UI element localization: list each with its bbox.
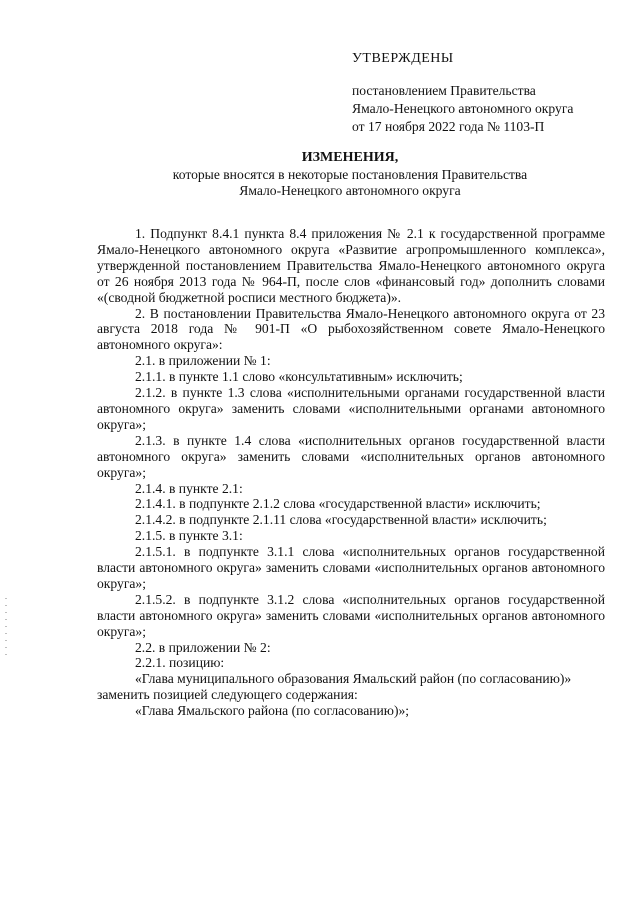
document-title — [96, 150, 604, 200]
paragraph: 2.1.1. в пункте 1.1 слово «консультативным» исключить; — [135, 369, 463, 385]
paragraph: 2.1.5.2. в подпункте 3.1.2 слова «исполнительных органов государственной власти автономного округа» заменить словами «исполнительных органов автономного округа»; — [97, 591, 605, 639]
approval-heading: УТВЕРЖДЕНЫ — [352, 51, 454, 66]
title-line: Ямало-Ненецкого автономного округа — [239, 183, 461, 198]
binding-margin-marks — [5, 598, 7, 660]
paragraph: 2.2.1. позицию: — [135, 655, 225, 671]
paragraph: 2.1.4.2. в подпункте 2.1.11 слова «государственной власти» исключить; — [135, 512, 547, 528]
document-body — [97, 226, 605, 719]
paragraph: 2.1. в приложении № 1: — [135, 353, 271, 369]
paragraph: 2. В постановлении Правительства Ямало-Ненецкого автономного округа от 23 августа 2018 года № 901-П «О рыбохозяйственном совете Ямало-Ненецкого автономного округа»: — [97, 305, 605, 353]
paragraph: 1. Подпункт 8.4.1 пункта 8.4 приложения № 2.1 к государственной программе Ямало-Ненецкого автономного округа «Развитие агропромышленного комплекса», утвержденной постановлением Правительства Ямало-Ненецкого автономного округа от 26 ноября 2013 года № 964-П, после слов «финансовый год» дополнить словами «(сводной бюджетной росписи местного бюджета)». — [97, 226, 605, 305]
quoted-position-new: «Глава Ямальского района (по согласованию)»; — [135, 703, 410, 719]
paragraph: 2.2. в приложении № 2: — [135, 639, 271, 655]
title-line: которые вносятся в некоторые постановления Правительства — [172, 166, 528, 182]
quoted-position-old: «Глава муниципального образования Ямальский район (по согласованию)» — [135, 671, 572, 687]
title-heading: ИЗМЕНЕНИЯ, — [301, 150, 399, 165]
paragraph: 2.1.5.1. в подпункте 3.1.1 слова «исполнительных органов государственной власти автономного округа» заменить словами «исполнительных органов автономного округа»; — [97, 544, 605, 591]
paragraph: 2.1.2. в пункте 1.3 слова «исполнительными органами государственной власти автономного округа» заменить словами «исполнительными органами автономного округа»; — [97, 385, 605, 432]
paragraph: 2.1.3. в пункте 1.4 слова «исполнительных органов государственной власти автономного округа» заменить словами «исполнительных органов автономного округа»; — [97, 432, 605, 480]
paragraph: заменить позицией следующего содержания: — [97, 687, 358, 703]
paragraph: 2.1.4.1. в подпункте 2.1.2 слова «государственной власти» исключить; — [135, 496, 541, 512]
approval-line: от 17 ноября 2022 года № 1103-П — [352, 119, 545, 134]
approval-line: Ямало-Ненецкого автономного округа — [352, 101, 574, 116]
paragraph: 2.1.4. в пункте 2.1: — [135, 480, 243, 496]
approval-line: постановлением Правительства — [352, 83, 536, 98]
paragraph: 2.1.5. в пункте 3.1: — [135, 528, 243, 544]
approval-block — [352, 50, 622, 136]
